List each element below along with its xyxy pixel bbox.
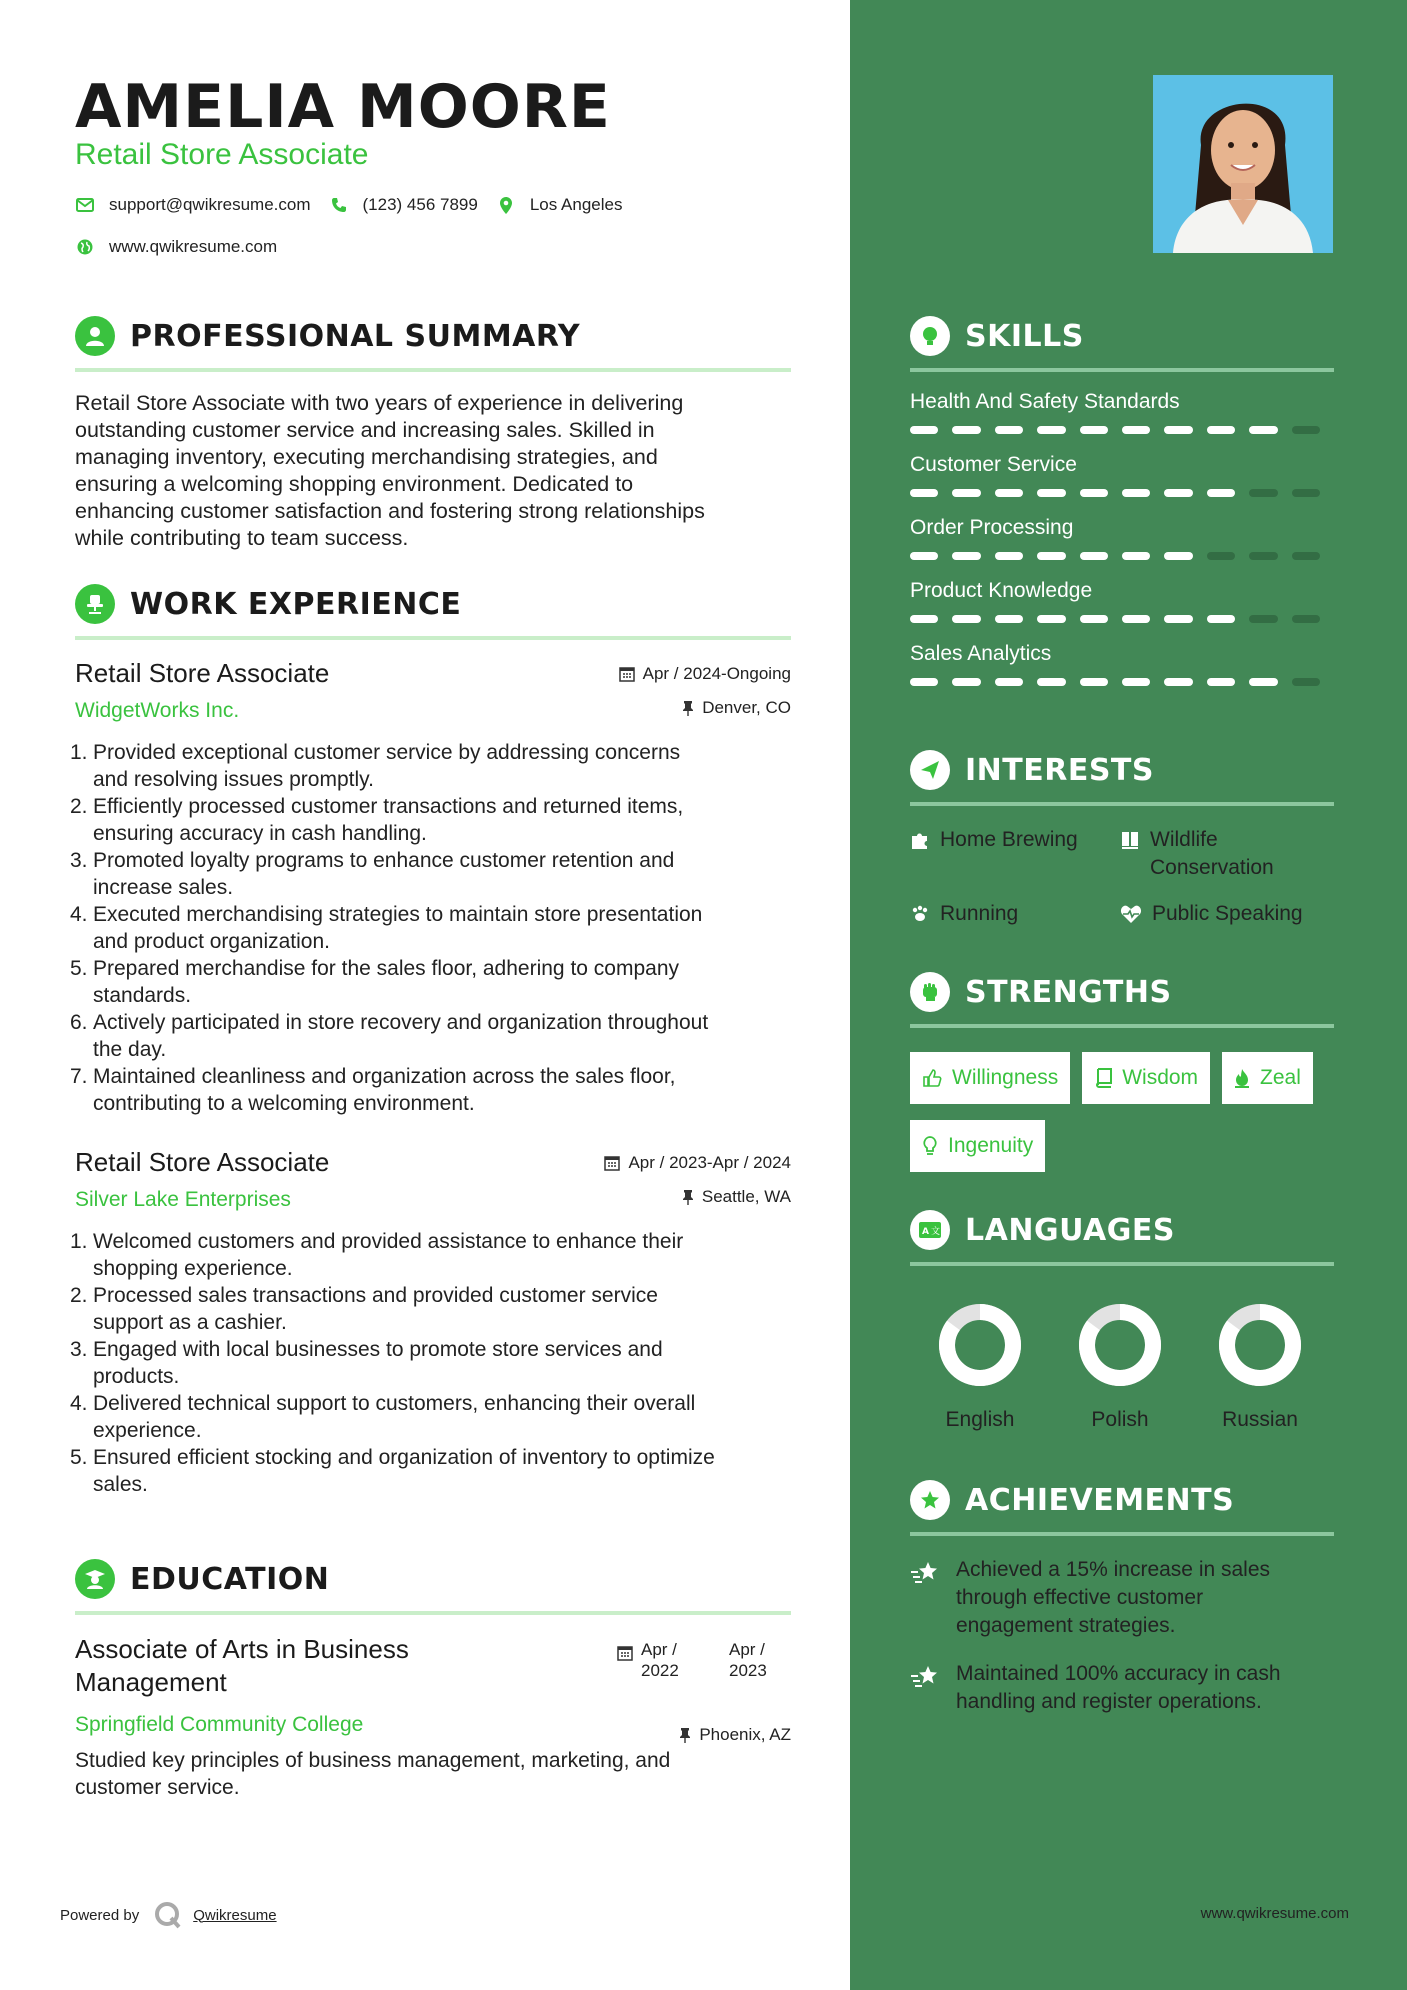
job-title: Retail Store Associate bbox=[75, 1147, 330, 1177]
skill-level-segment bbox=[995, 552, 1023, 560]
list-item: 3. Promoted loyalty programs to enhance customer retention and increase sales. bbox=[70, 849, 675, 899]
job-location: Seattle, WA bbox=[682, 1187, 791, 1207]
job-entry bbox=[70, 1147, 791, 1498]
job-duties bbox=[70, 1228, 791, 1498]
interest-item: Running bbox=[910, 900, 1120, 928]
pushpin-icon bbox=[679, 1727, 691, 1743]
skill-level-segment bbox=[1080, 678, 1108, 686]
skills-heading: SKILLS bbox=[965, 318, 1084, 354]
skill-level-segment bbox=[1037, 489, 1065, 497]
skill-level-segment bbox=[995, 615, 1023, 623]
svg-text:A: A bbox=[922, 1227, 929, 1237]
skill-item bbox=[910, 453, 1334, 498]
skill-name: Order Processing bbox=[910, 516, 1074, 539]
job-duties bbox=[70, 739, 791, 1117]
language-item bbox=[1190, 1300, 1330, 1432]
list-item: 3. Engaged with local businesses to promote store services and products. bbox=[70, 1338, 663, 1388]
candidate-name: AMELIA MOORE bbox=[75, 72, 611, 142]
language-name: Russian bbox=[1222, 1408, 1298, 1431]
email-text: support@qwikresume.com bbox=[109, 195, 311, 214]
job-company: WidgetWorks Inc. bbox=[75, 699, 240, 722]
skill-level-segment bbox=[1249, 489, 1277, 497]
language-name: English bbox=[945, 1408, 1015, 1431]
skill-level-segment bbox=[1292, 489, 1320, 497]
skill-level-segment bbox=[910, 552, 938, 560]
user-icon bbox=[75, 316, 115, 356]
pushpin-icon bbox=[682, 700, 694, 716]
skill-item bbox=[910, 390, 1334, 435]
phone-icon bbox=[329, 195, 349, 215]
list-item: 4. Delivered technical support to customers, enhancing their overall experience. bbox=[70, 1392, 696, 1442]
job-location: Denver, CO bbox=[682, 698, 791, 718]
skill-level-segment bbox=[1122, 489, 1150, 497]
list-item: 7. Maintained cleanliness and organization across the sales floor, contributing to a welcoming environment. bbox=[70, 1065, 676, 1115]
skill-level-segment bbox=[1122, 426, 1150, 434]
start-date: Apr / 2022 bbox=[641, 1640, 679, 1680]
skill-level-segment bbox=[1249, 426, 1277, 434]
skill-level-segment bbox=[1080, 426, 1108, 434]
skill-level-segment bbox=[1249, 678, 1277, 686]
skill-level-segment bbox=[1292, 552, 1320, 560]
email-contact[interactable] bbox=[75, 195, 311, 215]
skill-item bbox=[910, 579, 1334, 624]
achievement-item: Achieved a 15% increase in sales through effective customer engagement strategies. bbox=[910, 1556, 1334, 1640]
skill-level-segment bbox=[1292, 426, 1320, 434]
office-chair-icon bbox=[75, 584, 115, 624]
strengths-heading: STRENGTHS bbox=[965, 974, 1172, 1010]
summary-section bbox=[75, 314, 791, 552]
skill-level-segment bbox=[952, 489, 980, 497]
skill-name: Customer Service bbox=[910, 453, 1077, 476]
skill-level-segment bbox=[952, 615, 980, 623]
list-item: 1. Welcomed customers and provided assistance to enhance their shopping experience. bbox=[70, 1230, 684, 1280]
skill-level-segment bbox=[910, 678, 938, 686]
graduate-icon bbox=[75, 1559, 115, 1599]
skill-name: Sales Analytics bbox=[910, 642, 1052, 665]
list-item: 1. Provided exceptional customer service by addressing concerns and resolving issues promptly. bbox=[70, 741, 681, 791]
skill-level-bar bbox=[910, 615, 1334, 624]
skill-level-segment bbox=[952, 678, 980, 686]
section-divider bbox=[75, 368, 791, 372]
skill-level-segment bbox=[910, 426, 938, 434]
education-section bbox=[75, 1557, 791, 1801]
skill-level-segment bbox=[1122, 615, 1150, 623]
contact-info bbox=[75, 192, 795, 276]
qwikresume-logo-icon bbox=[153, 1900, 183, 1930]
section-divider bbox=[910, 802, 1334, 806]
job-entry bbox=[70, 658, 791, 1117]
book-icon bbox=[1094, 1068, 1112, 1088]
envelope-icon bbox=[75, 195, 95, 215]
candidate-title: Retail Store Associate bbox=[75, 138, 369, 171]
language-name: Polish bbox=[1091, 1408, 1149, 1431]
phone-contact[interactable] bbox=[329, 195, 478, 215]
language-icon bbox=[910, 1210, 950, 1250]
thumbs-up-icon bbox=[922, 1068, 942, 1088]
achievement-item: Maintained 100% accuracy in cash handling and register operations. bbox=[910, 1660, 1334, 1716]
skill-level-segment bbox=[1164, 489, 1192, 497]
achievements-heading: ACHIEVEMENTS bbox=[965, 1482, 1235, 1518]
job-company: Silver Lake Enterprises bbox=[75, 1188, 291, 1211]
paper-plane-icon bbox=[910, 750, 950, 790]
skill-level-segment bbox=[1207, 552, 1235, 560]
interests-section bbox=[910, 748, 1334, 928]
skill-level-segment bbox=[1292, 678, 1320, 686]
list-item: 6. Actively participated in store recovery and organization throughout the day. bbox=[70, 1011, 709, 1061]
skill-level-segment bbox=[1164, 552, 1192, 560]
footer-site-link[interactable]: www.qwikresume.com bbox=[1200, 1905, 1349, 1922]
lightbulb-icon bbox=[922, 1136, 938, 1156]
language-proficiency-ring bbox=[935, 1300, 1025, 1390]
skill-level-segment bbox=[1080, 615, 1108, 623]
languages-heading: LANGUAGES bbox=[965, 1212, 1175, 1248]
section-divider bbox=[75, 636, 791, 640]
skill-level-segment bbox=[1037, 552, 1065, 560]
skill-level-segment bbox=[1080, 552, 1108, 560]
skill-level-segment bbox=[1249, 552, 1277, 560]
skill-level-segment bbox=[952, 426, 980, 434]
list-item: 5. Prepared merchandise for the sales floor, adhering to company standards. bbox=[70, 957, 680, 1007]
shooting-star-icon bbox=[910, 1560, 942, 1640]
summary-heading: PROFESSIONAL SUMMARY bbox=[130, 318, 581, 354]
skill-name: Product Knowledge bbox=[910, 579, 1093, 602]
calendar-icon bbox=[604, 1155, 620, 1171]
school-name: Springfield Community College bbox=[75, 1713, 364, 1736]
interest-item: Home Brewing bbox=[910, 826, 1120, 882]
skill-level-segment bbox=[1037, 426, 1065, 434]
website-text: www.qwikresume.com bbox=[109, 237, 278, 256]
skill-level-segment bbox=[910, 489, 938, 497]
strengths-section bbox=[910, 970, 1334, 1188]
education-dates bbox=[617, 1639, 791, 1681]
education-heading: EDUCATION bbox=[130, 1561, 330, 1597]
globe-icon bbox=[75, 237, 95, 257]
skill-level-segment bbox=[1164, 426, 1192, 434]
interest-item: Wildlife Conservation bbox=[1120, 826, 1330, 882]
list-item: 5. Ensured efficient stocking and organization of inventory to optimize sales. bbox=[70, 1446, 715, 1496]
summary-text: Retail Store Associate with two years of experience in delivering outstanding customer service and increasing sales. Skilled in managing inventory, executing merchandising strategies, and ensuring a welcoming shopping environment. Dedicated to enhancing customer satisfaction and fostering strong relationships while contributing to team success. bbox=[75, 391, 705, 550]
skill-level-segment bbox=[1207, 615, 1235, 623]
list-item: 4. Executed merchandising strategies to maintain store presentation and product organization. bbox=[70, 903, 703, 953]
skill-level-segment bbox=[1207, 426, 1235, 434]
location-text: Los Angeles bbox=[529, 195, 623, 214]
star-icon bbox=[910, 1480, 950, 1520]
strength-chip: Zeal bbox=[1222, 1052, 1313, 1104]
skill-level-bar bbox=[910, 678, 1334, 687]
list-item: 2. Processed sales transactions and provided customer service support as a cashier. bbox=[70, 1284, 658, 1334]
skill-level-segment bbox=[1207, 489, 1235, 497]
skills-section bbox=[910, 314, 1334, 687]
skill-level-segment bbox=[1080, 489, 1108, 497]
language-item bbox=[910, 1300, 1050, 1432]
skill-level-segment bbox=[952, 552, 980, 560]
skill-name: Health And Safety Standards bbox=[910, 390, 1180, 413]
experience-section bbox=[70, 582, 791, 1498]
phone-text: (123) 456 7899 bbox=[362, 195, 478, 214]
paw-icon bbox=[910, 904, 930, 924]
skill-level-segment bbox=[995, 678, 1023, 686]
fire-icon bbox=[1234, 1068, 1250, 1088]
skill-level-segment bbox=[1164, 678, 1192, 686]
section-divider bbox=[910, 368, 1334, 372]
skill-level-segment bbox=[1037, 678, 1065, 686]
section-divider bbox=[910, 1532, 1334, 1536]
education-location: Phoenix, AZ bbox=[679, 1725, 791, 1745]
experience-heading: WORK EXPERIENCE bbox=[130, 586, 462, 622]
skill-level-segment bbox=[995, 426, 1023, 434]
section-divider bbox=[910, 1024, 1334, 1028]
fist-icon bbox=[910, 972, 950, 1012]
lightbulb-icon bbox=[910, 316, 950, 356]
footer-powered-by: Powered by Qwikresume bbox=[60, 1900, 277, 1930]
skill-level-segment bbox=[1292, 615, 1320, 623]
shooting-star-icon bbox=[910, 1664, 942, 1716]
section-divider bbox=[75, 1611, 791, 1615]
skill-level-segment bbox=[1122, 678, 1150, 686]
skill-level-segment bbox=[1037, 615, 1065, 623]
interest-item: Public Speaking bbox=[1120, 900, 1330, 928]
skill-item bbox=[910, 516, 1334, 561]
language-proficiency-ring bbox=[1075, 1300, 1165, 1390]
location-contact bbox=[496, 195, 623, 215]
job-date: Apr / 2024-Ongoing bbox=[619, 664, 791, 684]
languages-section bbox=[910, 1208, 1334, 1432]
skill-level-segment bbox=[1207, 678, 1235, 686]
skill-level-segment bbox=[1249, 615, 1277, 623]
skill-item bbox=[910, 642, 1334, 687]
job-title: Retail Store Associate bbox=[75, 658, 330, 688]
language-proficiency-ring bbox=[1215, 1300, 1305, 1390]
calendar-icon bbox=[619, 666, 635, 682]
skill-level-segment bbox=[910, 615, 938, 623]
language-item bbox=[1050, 1300, 1190, 1432]
map-marker-icon bbox=[496, 195, 516, 215]
list-item: 2. Efficiently processed customer transactions and returned items, ensuring accuracy in cash handling. bbox=[70, 795, 684, 845]
skill-level-segment bbox=[1164, 615, 1192, 623]
strength-chip: Wisdom bbox=[1082, 1052, 1210, 1104]
strength-chip: Ingenuity bbox=[910, 1120, 1045, 1172]
website-contact[interactable] bbox=[75, 237, 277, 257]
skill-level-bar bbox=[910, 426, 1334, 435]
book-icon bbox=[1120, 830, 1140, 850]
skill-level-segment bbox=[995, 489, 1023, 497]
puzzle-icon bbox=[910, 830, 930, 850]
strength-chip: Willingness bbox=[910, 1052, 1070, 1104]
degree-title: Associate of Arts in Business Management bbox=[75, 1634, 409, 1697]
skill-level-bar bbox=[910, 552, 1334, 561]
section-divider bbox=[910, 1262, 1334, 1266]
skill-level-bar bbox=[910, 489, 1334, 498]
education-description: Studied key principles of business management, marketing, and customer service. bbox=[75, 1749, 671, 1799]
brand-link[interactable]: Qwikresume bbox=[193, 1906, 277, 1924]
profile-photo bbox=[1153, 75, 1333, 253]
job-date: Apr / 2023-Apr / 2024 bbox=[604, 1153, 791, 1173]
interests-heading: INTERESTS bbox=[965, 752, 1154, 788]
skill-level-segment bbox=[1122, 552, 1150, 560]
pushpin-icon bbox=[682, 1189, 694, 1205]
heartbeat-icon bbox=[1120, 904, 1142, 924]
education-entry bbox=[75, 1633, 791, 1801]
svg-text:文: 文 bbox=[931, 1227, 941, 1237]
end-date: Apr / 2023 bbox=[729, 1640, 767, 1680]
achievements-section bbox=[910, 1478, 1334, 1716]
calendar-icon bbox=[617, 1645, 633, 1661]
